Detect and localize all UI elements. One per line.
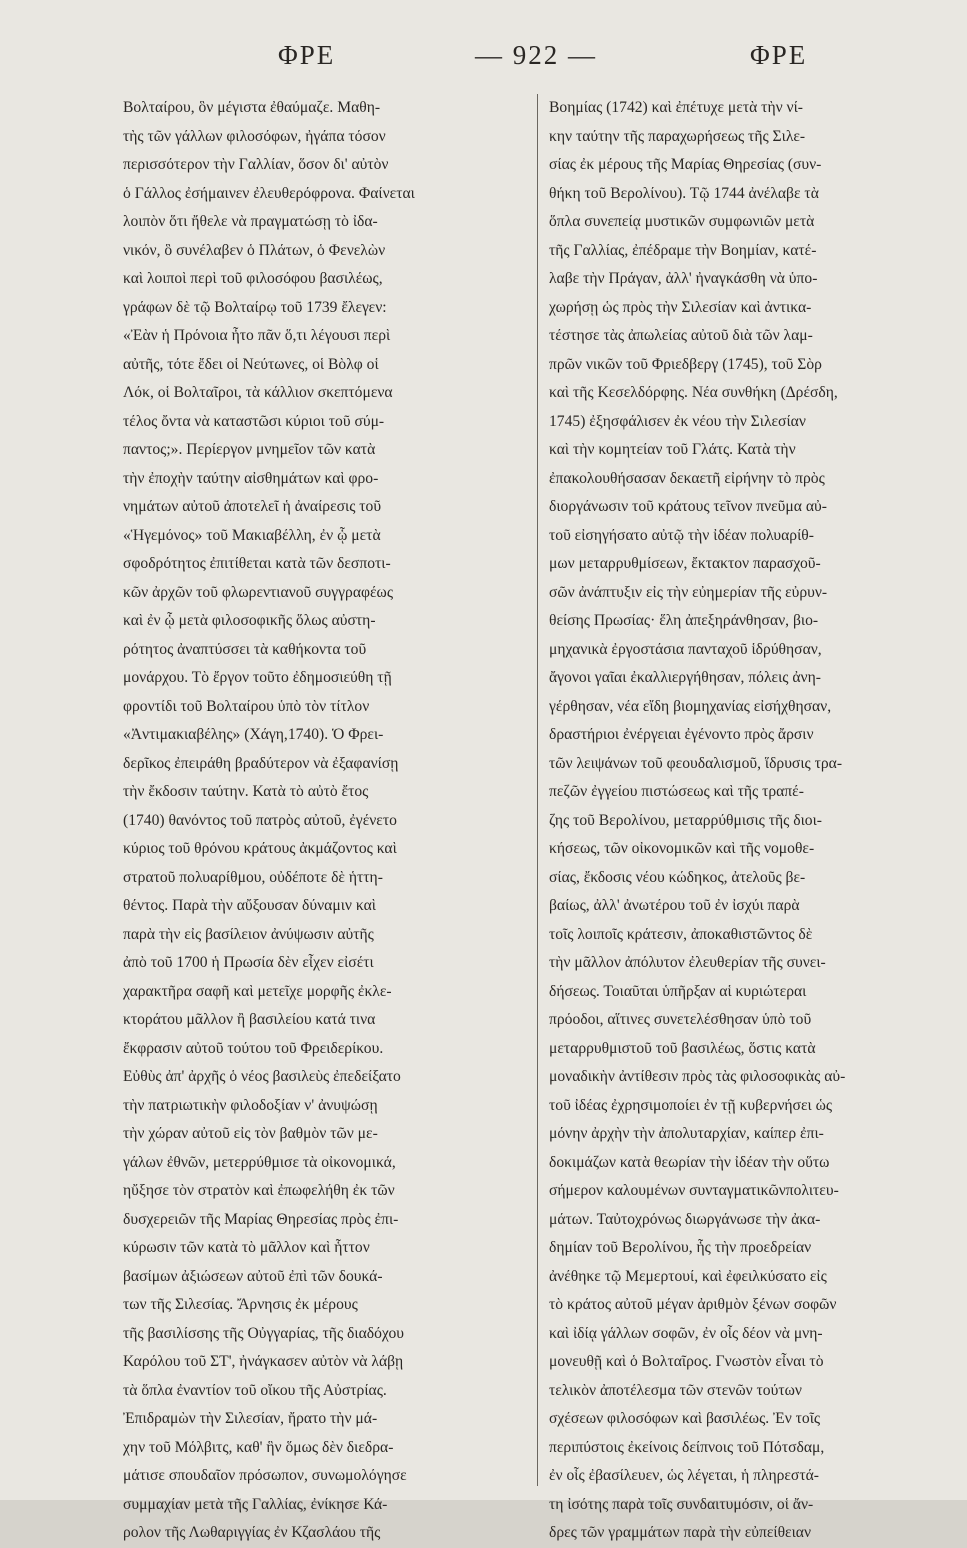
text-line: ηὔξησε τὸν στρατὸν καὶ ἐπωφελήθη ἐκ τῶν xyxy=(123,1182,395,1199)
text-line: τέλος ὄντα νὰ καταστῶσι κύριοι τοῦ σύμ- xyxy=(123,412,385,430)
text-line: «Ἡγεμόνος» τοῦ Μακιαβέλλη, ἐν ᾧ μετὰ xyxy=(123,526,381,544)
text-line: ὅπλα συνεπείᾳ μυστικῶν συμφωνιῶν μετὰ xyxy=(549,213,815,230)
header-left-keyword: ΦΡΕ xyxy=(278,40,336,70)
text-line: θείσης Πρωσίας· ἕλη ἀπεξηράνθησαν, βιο- xyxy=(549,612,819,629)
text-line: «Ἐὰν ἡ Πρόνοια ἦτο πᾶν ὅ,τι λέγουσι περὶ xyxy=(123,327,391,344)
text-line: τελικὸν ἀποτέλεσμα τῶν στενῶν τούτων xyxy=(549,1381,802,1399)
text-line: μάτων. Ταὐτοχρόνως διωργάνωσε τὴν ἀκα- xyxy=(549,1210,821,1228)
text-line: περιπύστοις ἐκείνοις δείπνοις τοῦ Πότσδαμ, xyxy=(549,1438,825,1456)
text-line: μονάρχου. Τὸ ἔργον τοῦτο ἐδημοσιεύθη τῇ xyxy=(123,669,392,686)
text-line: δυσχερειῶν τῆς Μαρίας Θηρεσίας πρὸς ἐπι- xyxy=(123,1210,399,1228)
text-line: παντος;». Περίεργον μνημεῖον τῶν κατὰ xyxy=(123,441,376,458)
text-line: καὶ ἐν ᾧ μετὰ φιλοσοφικῆς ὅλως αὐστη- xyxy=(123,612,376,629)
text-line: παρὰ τὴν εἰς βασίλειον ἀνύψωσιν αὐτῆς xyxy=(123,925,374,943)
text-line: συμμαχίαν μετὰ τῆς Γαλλίας, ἐνίκησε Κά- xyxy=(123,1495,388,1513)
text-line: γέρθησαν, νέα εἴδη βιομηχανίας εἰσήχθησαν, xyxy=(549,697,832,715)
text-line: τη ἰσότης παρὰ τοῖς συνδαιτυμόσιν, οἱ ἄν- xyxy=(549,1495,814,1513)
text-line: μεταρρυθμιστοῦ τοῦ βασιλέως, ὅστις κατὰ xyxy=(549,1039,816,1057)
text-line: διοργάνωσιν τοῦ κράτους τεῖνον πνεῦμα αὐ- xyxy=(549,498,827,515)
text-line: πρῶν νικῶν τοῦ Φριεδβεργ (1745), τοῦ Σὸρ xyxy=(549,355,822,373)
text-line: καὶ ἰδίᾳ γάλλων σοφῶν, ἐν οἷς δέον νὰ μνη- xyxy=(549,1324,823,1342)
text-line: βαίως, ἀλλ' ἀνωτέρου τοῦ ἐν ἰσχύι παρὰ xyxy=(549,897,800,914)
text-line: νικόν, ὃ συνέλαβεν ὁ Πλάτων, ὁ Φενελὼν xyxy=(123,241,386,259)
text-line: τοῦ ἰδέας ἐχρησιμοποίει ἐν τῇ κυβερνήσει ὡς xyxy=(549,1096,833,1114)
text-line: θέντος. Παρὰ τὴν αὔξουσαν δύναμιν καὶ xyxy=(123,897,376,914)
text-line: δερῖκος ἐπειράθη βραδύτερον νὰ ἐξαφανίσῃ xyxy=(123,754,399,772)
text-line: τὴν ἔκδοσιν ταύτην. Κατὰ τὸ αὐτὸ ἔτος xyxy=(123,783,369,800)
text-line: σχέσεων φιλοσόφων καὶ βασιλέως. Ἐν τοῖς xyxy=(549,1410,821,1427)
text-line: τῆς βασιλίσσης τῆς Οὐγγαρίας, τῆς διαδόχου xyxy=(123,1324,404,1342)
text-line: δημίαν τοῦ Βερολίνου, ἧς τὴν προεδρείαν xyxy=(549,1239,812,1256)
text-line: σήμερον καλουμένων συνταγματικῶνπολιτευ- xyxy=(549,1182,839,1199)
text-line: σφοδρότητος ἐπιτίθεται κατὰ τῶν δεσποτι- xyxy=(123,555,391,572)
text-line: χαρακτῆρα σαφῆ καὶ μετεῖχε μορφῆς ἐκλε- xyxy=(123,982,392,1000)
text-line: θήκη τοῦ Βερολίνου). Τῷ 1744 ἀνέλαβε τὰ xyxy=(549,184,819,202)
text-line: τῆς Γαλλίας, ἐπέδραμε τὴν Βοημίαν, κατέ- xyxy=(549,241,817,259)
text-line: σῶν ἀνάπτυξιν εἰς τὴν εὐημερίαν τῆς εὐρυν- xyxy=(549,583,828,601)
text-line: καὶ λοιποὶ περὶ τοῦ φιλοσόφου βασιλέως, xyxy=(123,270,383,287)
text-line: χην τοῦ Μόλβιτς, καθ' ἣν ὅμως δὲν διεδρα- xyxy=(123,1438,394,1456)
text-line: τὴς τῶν γάλλων φιλοσόφων, ἠγάπα τόσον xyxy=(123,127,386,145)
text-line: γράφων δὲ τῷ Βολταίρῳ τοῦ 1739 ἔλεγεν: xyxy=(123,298,387,316)
text-line: λαβε τὴν Πράγαν, ἀλλ' ἠναγκάσθη νὰ ὑπο- xyxy=(549,270,818,287)
text-line: νημάτων αὐτοῦ ἀποτελεῖ ἡ ἀναίρεσις τοῦ xyxy=(123,498,382,515)
text-line: τὴν χώραν αὐτοῦ εἰς τὸν βαθμὸν τῶν με- xyxy=(123,1125,378,1142)
text-line: Βολταίρου, ὃν μέγιστα ἐθαύμαζε. Μαθη- xyxy=(123,99,381,116)
text-line: μοναδικὴν ἀντίθεσιν πρὸς τὰς φιλοσοφικὰς αὐ- xyxy=(549,1068,846,1085)
text-line: τοῖς λοιποῖς κράτεσιν, ἀποκαθιστῶντος δὲ xyxy=(549,925,813,943)
text-line: ἀπὸ τοῦ 1700 ἡ Πρωσία δὲν εἶχεν εἰσέτι xyxy=(123,954,374,971)
text-line: Ἐπιδραμὼν τὴν Σιλεσίαν, ἤρατο τὴν μά- xyxy=(123,1410,378,1427)
text-line: τὸ κράτος αὐτοῦ μέγαν ἀριθμὸν ξένων σοφῶν xyxy=(549,1296,837,1313)
text-line: τέστησε τὰς ἀπωλείας αὐτοῦ διὰ τῶν λαμ- xyxy=(549,327,813,344)
text-line: μηχανικὰ ἐργοστάσια πανταχοῦ ἱδρύθησαν, xyxy=(549,640,822,658)
text-line: σίας ἐκ μέρους τῆς Μαρίας Θηρεσίας (συν- xyxy=(549,156,822,173)
text-line: ἀνέθηκε τῷ Μεμερτουί, καὶ ἐφειλκύσατο εἰς xyxy=(549,1267,827,1285)
page-number: — 922 — xyxy=(475,40,597,70)
text-line: κῶν ἀρχῶν τοῦ φλωρεντιανοῦ συγγραφέως xyxy=(123,583,393,601)
text-line: ζης τοῦ Βερολίνου, μεταρρύθμισις τῆς διοι- xyxy=(549,811,822,829)
text-line: τοῦ εἰσηγήσατο αὐτῷ τὴν ἰδέαν πολυαρίθ- xyxy=(549,526,814,544)
text-line: σίας, ἔκδοσις νέου κώδηκος, ἀτελοῦς βε- xyxy=(549,868,806,886)
text-line: 1745) ἐξησφάλισεν ἐκ νέου τὴν Σιλεσίαν xyxy=(549,412,806,430)
right-text-column xyxy=(549,94,961,1548)
text-line: βασίμων ἀξιώσεων αὐτοῦ ἐπὶ τῶν δουκά- xyxy=(123,1267,383,1285)
text-line: καὶ τῆς Κεσελδόρφης. Νέα συνθήκη (Δρέσδη, xyxy=(549,384,838,401)
text-line: Καρόλου τοῦ ΣΤ', ἠνάγκασεν αὐτὸν νὰ λάβῃ xyxy=(123,1353,404,1370)
text-line: στρατοῦ πολυαρίθμου, οὐδέποτε δὲ ἡττη- xyxy=(123,868,383,886)
text-line: δρες τῶν γραμμάτων παρὰ τὴν εὐπείθειαν xyxy=(549,1524,812,1541)
text-line: «Ἀντιμακιαβέλης» (Χάγη,1740). Ὁ Φρει- xyxy=(123,726,384,743)
running-header xyxy=(130,40,870,80)
text-line: μόνην ἀρχὴν τὴν ἀπολυταρχίαν, καίπερ ἐπι- xyxy=(549,1125,824,1142)
text-line: τὰ ὅπλα ἐναντίον τοῦ οἴκου τῆς Αὐστρίας. xyxy=(123,1381,387,1399)
text-line: Εὐθὺς ἀπ' ἀρχῆς ὁ νέος βασιλεὺς ἐπεδείξατο xyxy=(123,1068,401,1085)
text-line: φροντίδι τοῦ Βολταίρου ὑπὸ τὸν τίτλον xyxy=(123,697,370,715)
text-line: κύρωσιν τῶν κατὰ τὸ μᾶλλον καὶ ἧττον xyxy=(123,1239,370,1256)
text-line: λοιπὸν ὅτι ἤθελε νὰ πραγματώσῃ τὸ ἰδα- xyxy=(123,213,378,230)
text-line: γάλων ἐθνῶν, μετερρύθμισε τὰ οἰκονομικά, xyxy=(123,1153,396,1171)
text-line: τὴν ἐποχὴν ταύτην αἰσθημάτων καὶ φρο- xyxy=(123,469,379,487)
text-line: τῶν λειψάνων τοῦ φεουδαλισμοῦ, ἵδρυσις τρα- xyxy=(549,754,843,772)
text-line: μονευθῇ καὶ ὁ Βολταῖρος. Γνωστὸν εἶναι τὸ xyxy=(549,1353,824,1370)
text-line: δοκιμάζων κατὰ θεωρίαν τὴν ἰδέαν τὴν οὕτω xyxy=(549,1153,830,1171)
text-line: κην ταύτην τῆς παραχωρήσεως τῆς Σιλε- xyxy=(549,127,806,145)
text-line: Λόκ, οἱ Βολταῖροι, τὰ κάλλιον σκεπτόμενα xyxy=(123,384,393,401)
text-line: (1740) θανόντος τοῦ πατρὸς αὐτοῦ, ἐγένετο xyxy=(123,811,397,829)
text-line: ἐπακολουθήσασαν δεκαετῆ εἰρήνην τὸ πρὸς xyxy=(549,469,825,487)
left-text-column xyxy=(123,94,531,1548)
text-line: ρότητος ἀναπτύσσει τὰ καθήκοντα τοῦ xyxy=(123,640,367,658)
text-line: πρόοδοι, αἵτινες συνετελέσθησαν ὑπὸ τοῦ xyxy=(549,1011,812,1028)
text-line: καὶ τὴν κομητείαν τοῦ Γλάτς. Κατὰ τὴν xyxy=(549,441,796,458)
text-line: ρολον τῆς Λωθαριγγίας ἐν Κζασλάου τῆς xyxy=(123,1524,381,1541)
text-line: πεζῶν ἐγγείου πιστώσεως καὶ τῆς τραπέ- xyxy=(549,783,804,800)
text-line: ἔκφρασιν αὐτοῦ τούτου τοῦ Φρειδερίκου. xyxy=(123,1039,384,1057)
text-line: των τῆς Σιλεσίας. Ἄρνησις ἐκ μέρους xyxy=(123,1296,358,1313)
text-line: κτοράτου μᾶλλον ἢ βασιλείου κατά τινα xyxy=(123,1011,376,1028)
text-line: μων μεταρρυθμίσεων, ἔκτακτον παρασχοῦ- xyxy=(549,555,821,572)
header-right-keyword: ΦΡΕ xyxy=(750,40,808,70)
text-line: ὁ Γάλλος ἐσήμαινεν ἐλευθερόφρονα. Φαίνεται xyxy=(123,184,415,202)
text-line: δραστήριοι ἐνέργειαι ἐγένοντο πρὸς ἄρσιν xyxy=(549,726,814,743)
text-line: τὴν πατριωτικὴν φιλοδοξίαν ν' ἀνυψώσῃ xyxy=(123,1096,378,1114)
text-line: περισσότερον τὴν Γαλλίαν, ὅσον δι' αὐτὸν xyxy=(123,156,389,173)
text-line: δήσεως. Τοιαῦται ὑπῆρξαν αἱ κυριώτεραι xyxy=(549,982,807,1000)
text-line: ἄγονοι γαῖαι ἐκαλλιεργήθησαν, πόλεις ἀνη- xyxy=(549,669,821,686)
text-line: χωρήσῃ ὡς πρὸς τὴν Σιλεσίαν καὶ ἀντικα- xyxy=(549,298,812,316)
text-line: κήσεως, τῶν οἰκονομικῶν καὶ τῆς νομοθε- xyxy=(549,840,815,857)
text-line: αὐτῆς, τότε ἔδει οἱ Νεύτωνες, οἱ Βὸλφ οἱ xyxy=(123,355,379,373)
text-line: τὴν μᾶλλον ἀπόλυτον ἐλευθερίαν τῆς συνει- xyxy=(549,954,826,971)
text-line: μάτισε σπουδαῖον πρόσωπον, συνωμολόγησε xyxy=(123,1467,407,1484)
text-line: κύριος τοῦ θρόνου κράτους ἀκμάζοντος καὶ xyxy=(123,840,397,857)
text-line: Βοημίας (1742) καὶ ἐπέτυχε μετὰ τὴν νί- xyxy=(549,99,803,116)
column-divider xyxy=(537,94,538,1486)
text-line: ἐν οἷς ἐβασίλευεν, ὡς λέγεται, ἡ πληρεστά- xyxy=(549,1467,819,1484)
